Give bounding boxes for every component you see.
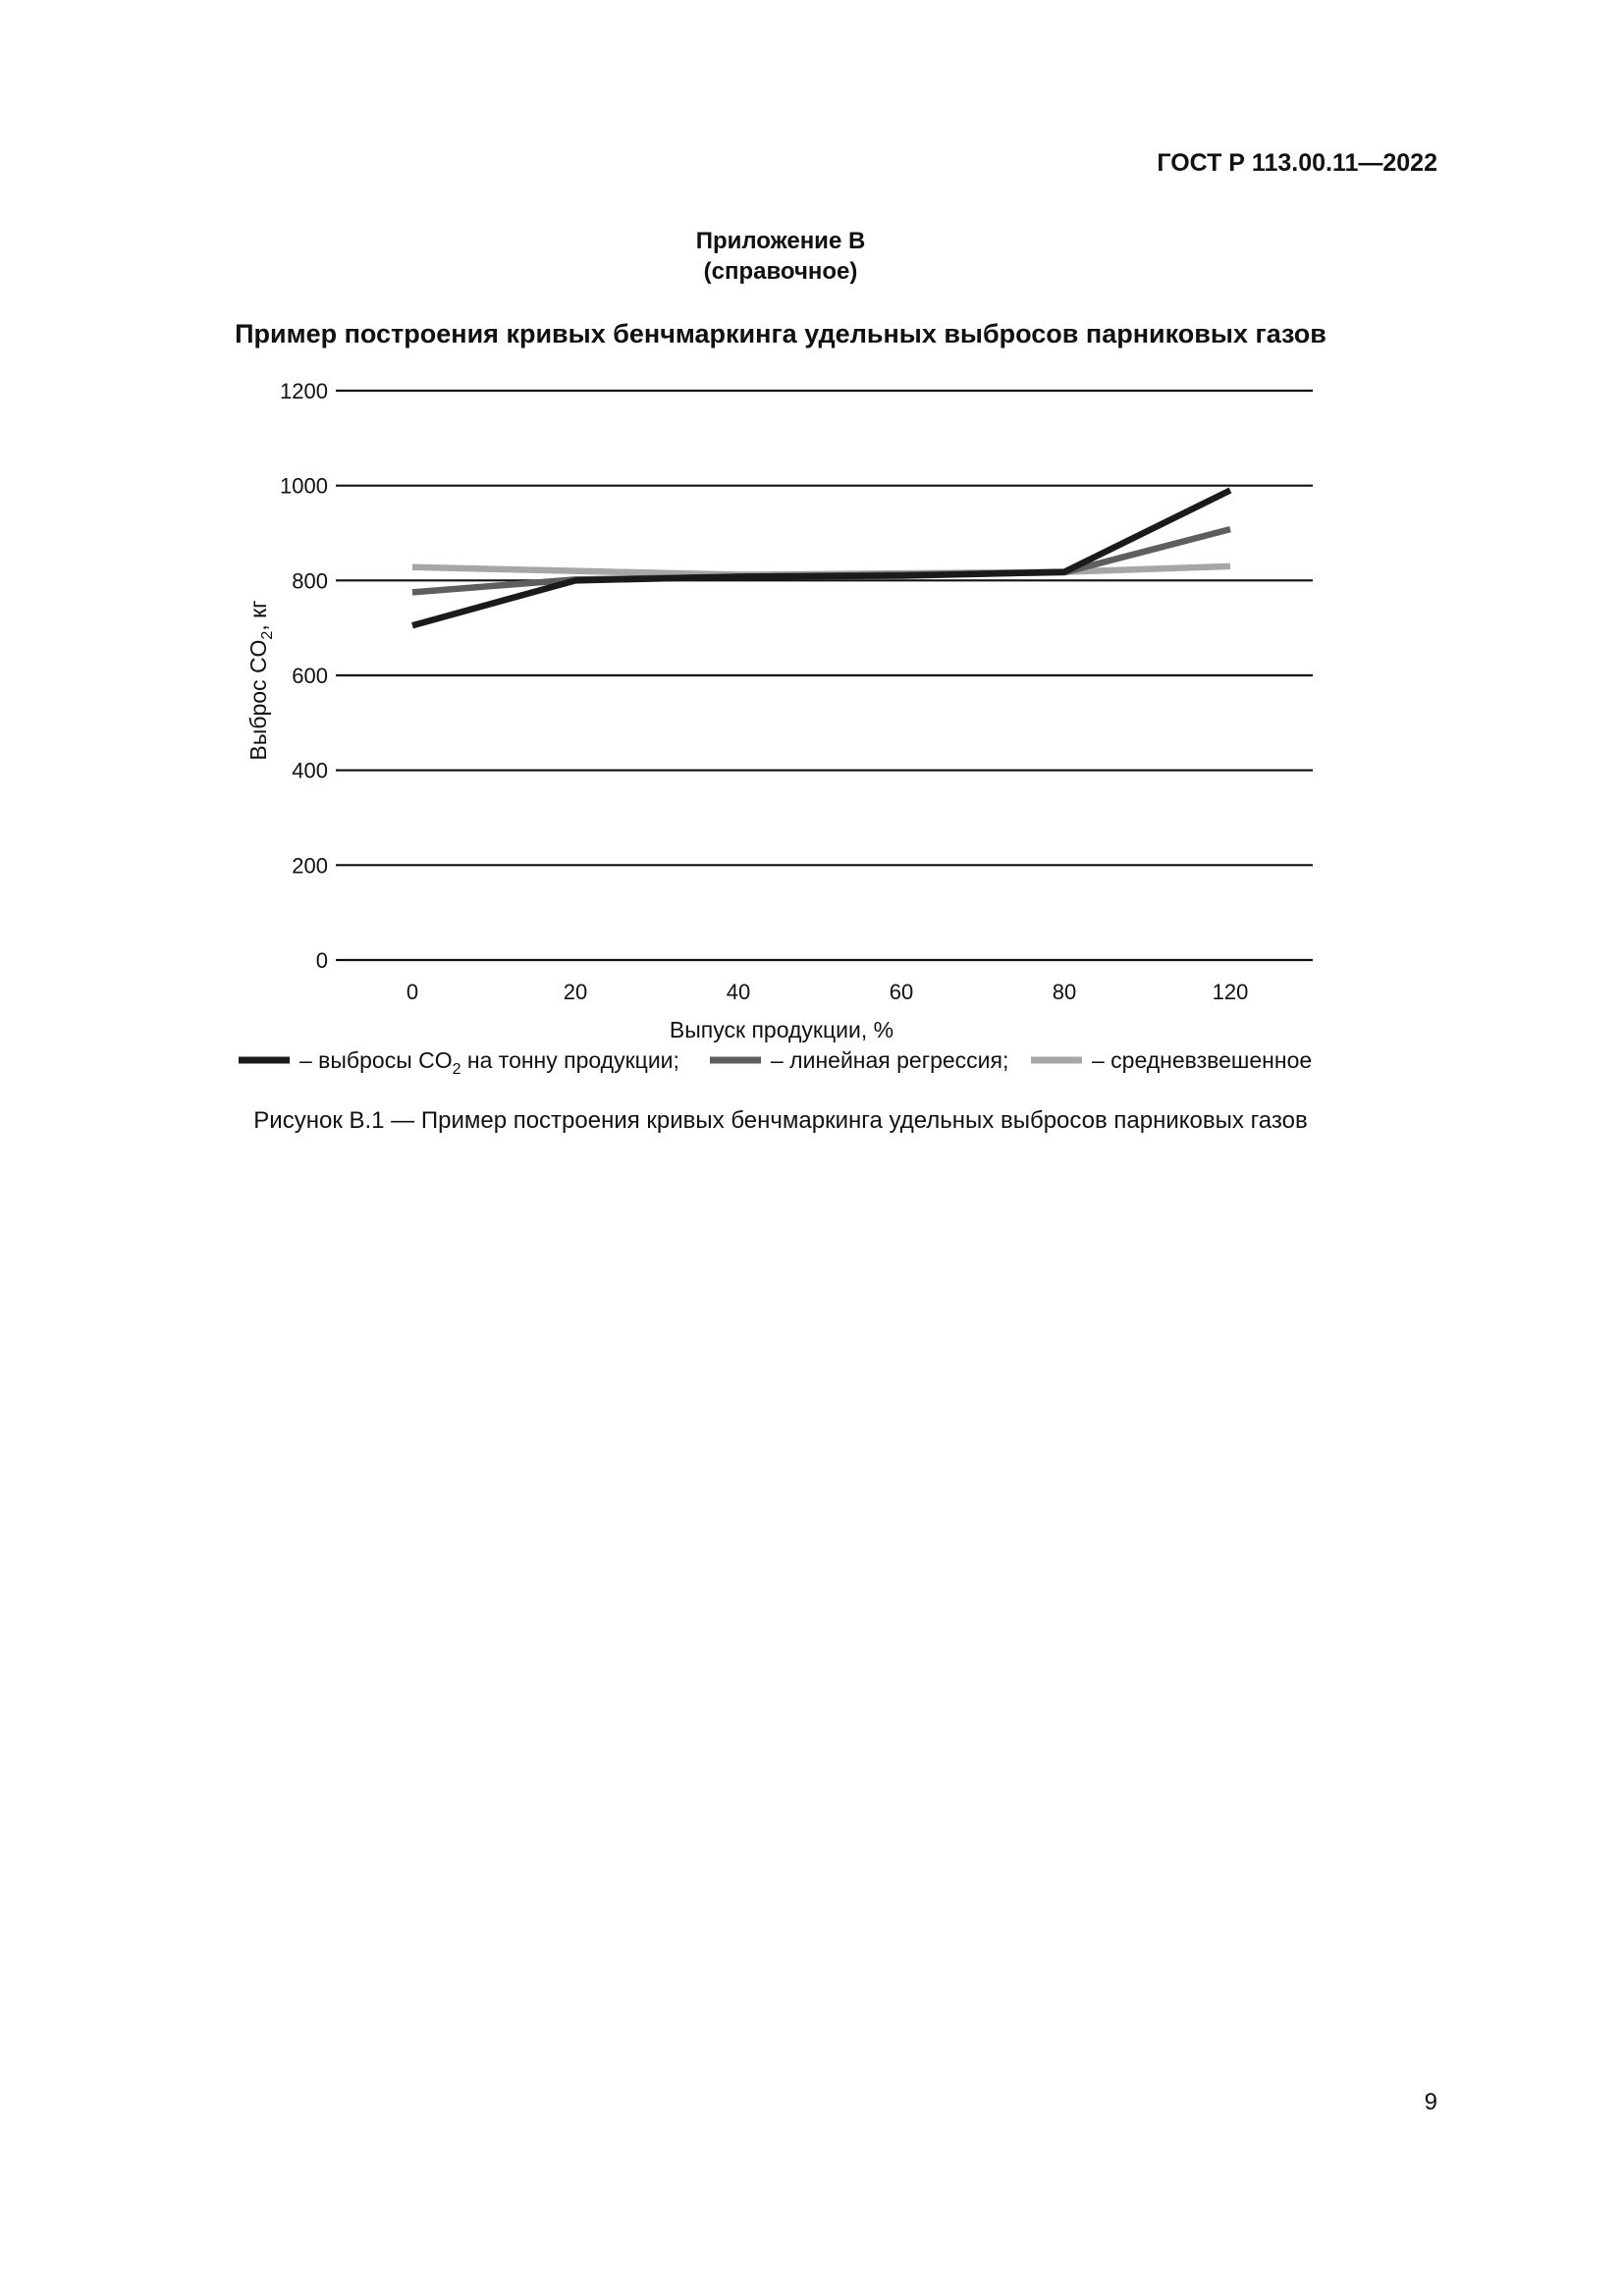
appendix-subtitle: (справочное) bbox=[703, 258, 858, 285]
legend-label: – линейная регрессия; bbox=[771, 1047, 1009, 1073]
chart-title: Пример построения кривых бенчмаркинга удельных выбросов парниковых газов bbox=[235, 319, 1326, 348]
x-tick-label: 40 bbox=[726, 980, 751, 1004]
y-tick-label: 1200 bbox=[280, 379, 328, 403]
x-tick-label: 20 bbox=[563, 980, 588, 1004]
x-tick-label: 80 bbox=[1052, 980, 1077, 1004]
legend-label: – выбросы $CO_2$ на тонну продукции; bbox=[299, 1047, 679, 1078]
appendix-title: Приложение В bbox=[695, 228, 866, 254]
y-tick-label: 1000 bbox=[280, 473, 328, 499]
y-tick-label: 200 bbox=[292, 853, 328, 879]
document-code: ГОСТ Р 113.00.11—2022 bbox=[1157, 149, 1437, 177]
figure-caption: Рисунок В.1 — Пример построения кривых бенчмаркинга удельных выбросов парниковых газов bbox=[253, 1107, 1308, 1134]
y-tick-label: 0 bbox=[315, 948, 328, 973]
y-tick-label: 800 bbox=[292, 568, 328, 594]
x-tick-label: 120 bbox=[1212, 980, 1249, 1004]
y-tick-label: 600 bbox=[292, 664, 328, 688]
y-tick-label: 400 bbox=[292, 758, 328, 783]
x-axis-label: Выпуск продукции, % bbox=[669, 1017, 894, 1042]
series-line bbox=[412, 529, 1230, 592]
page-number: 9 bbox=[1424, 2089, 1437, 2115]
y-axis-label: Выброс $CO_2$, кг bbox=[245, 600, 276, 761]
legend-label: – средневзвешенное bbox=[1092, 1047, 1313, 1073]
x-tick-label: 0 bbox=[406, 980, 419, 1004]
x-tick-label: 60 bbox=[889, 980, 914, 1004]
